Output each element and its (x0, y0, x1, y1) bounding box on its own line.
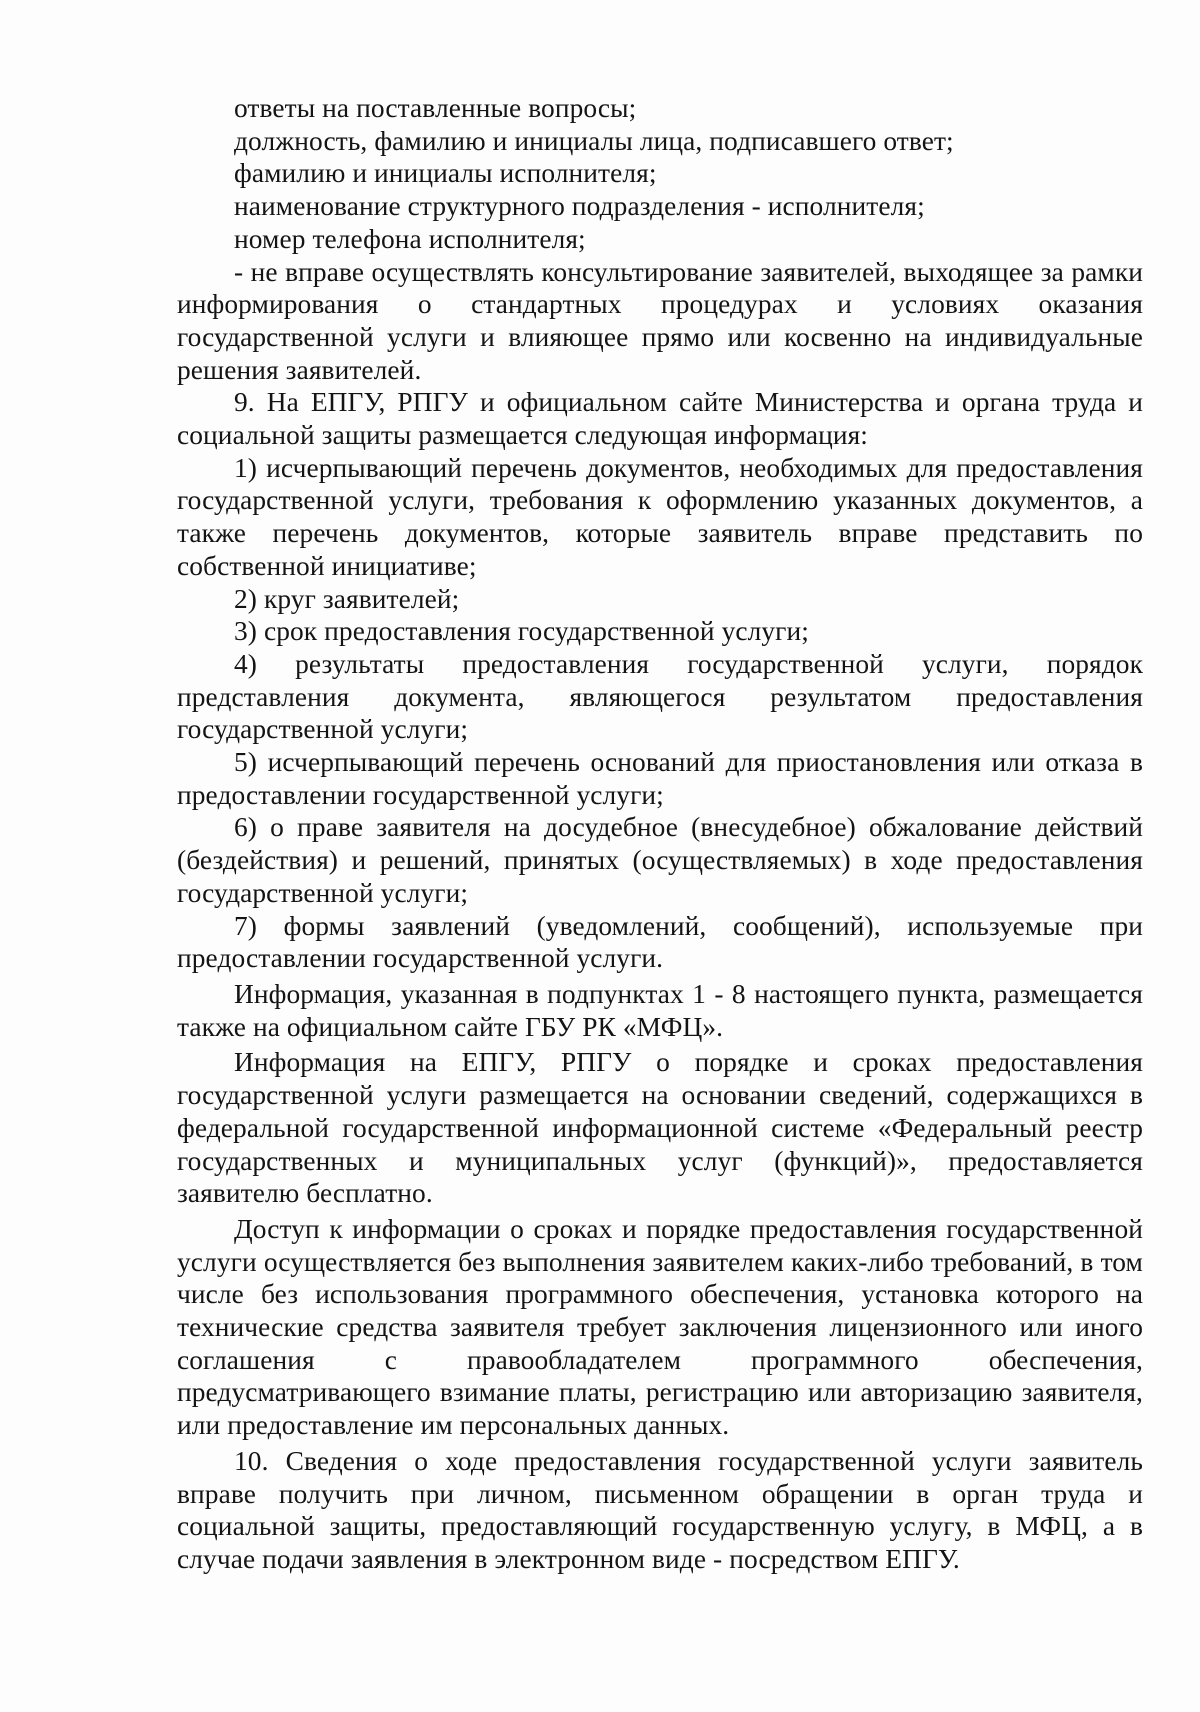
document-body (177, 92, 1143, 1576)
paragraph-subitem-6: 6) о праве заявителя на досудебное (внесудебное) обжалование действий (бездействия) и решений, принятых (осуществляемых) в ходе предоставления государственной услуги; (177, 812, 1143, 908)
paragraph-subitem-4: 4) результаты предоставления государственной услуги, порядок представления документа, являющегося результатом предоставления государственной услуги; (177, 648, 1143, 745)
paragraph-executor-phone: номер телефона исполнителя; (234, 223, 586, 254)
paragraph-subitem-7: 7) формы заявлений (уведомлений, сообщений), используемые при предоставлении государственной услуги. (177, 910, 1143, 974)
paragraph-info-mfc-site: Информация, указанная в подпунктах 1 - 8 настоящего пункта, размещается также на официальном сайте ГБУ РК «МФЦ». (177, 978, 1143, 1042)
paragraph-access: Доступ к информации о сроках и порядке предоставления государственной услуги осуществляется без выполнения заявителем каких-либо требований, в том числе без использования программного обеспечения, установка которого на технические средства заявителя требует заключения лицензионного или иного соглашения с правообладателем программного обеспечения, предусматривающего взимание платы, регистрацию или авторизацию заявителя, или предоставление им персональных данных. (177, 1213, 1143, 1441)
paragraph-item-9: 9. На ЕПГУ, РПГУ и официальном сайте Министерства и органа труда и социальной защиты размещается следующая информация: (177, 387, 1143, 451)
paragraph-info-epgu: Информация на ЕПГУ, РПГУ о порядке и сроках предоставления государственной услуги размещается на основании сведений, содержащихся в федеральной государственной информационной системе «Федеральный реестр государственных и муниципальных услуг (функций)», предоставляется заявителю бесплатно. (177, 1047, 1143, 1209)
paragraph-subitem-1: 1) исчерпывающий перечень документов, необходимых для предоставления государственной услуги, требования к оформлению указанных документов, а также перечень документов, которые заявитель вправе представить по собственной инициативе; (177, 452, 1143, 581)
paragraph-department-name: наименование структурного подразделения - исполнителя; (234, 191, 925, 222)
paragraph-subitem-3: 3) срок предоставления государственной услуги; (234, 616, 809, 647)
paragraph-position-signer: должность, фамилию и инициалы лица, подписавшего ответ; (234, 125, 954, 156)
paragraph-answers: ответы на поставленные вопросы; (234, 93, 637, 123)
paragraph-executor-name: фамилию и инициалы исполнителя; (234, 158, 657, 189)
paragraph-subitem-5: 5) исчерпывающий перечень оснований для приостановления или отказа в предоставлении государственной услуги; (177, 747, 1143, 810)
paragraph-item-10: 10. Сведения о ходе предоставления государственной услуги заявитель вправе получить при личном, письменном обращении в орган труда и социальной защиты, предоставляющий государственную услугу, в МФЦ, а в случае подачи заявления в электронном виде - посредством ЕПГУ. (177, 1445, 1143, 1574)
paragraph-consulting-restriction: - не вправе осуществлять консультирование заявителей, выходящее за рамки информирования о стандартных процедурах и условиях оказания государственной услуги и влияющее прямо или косвенно на индивидуальные решения заявителей. (177, 256, 1143, 385)
paragraph-subitem-2: 2) круг заявителей; (234, 583, 460, 614)
